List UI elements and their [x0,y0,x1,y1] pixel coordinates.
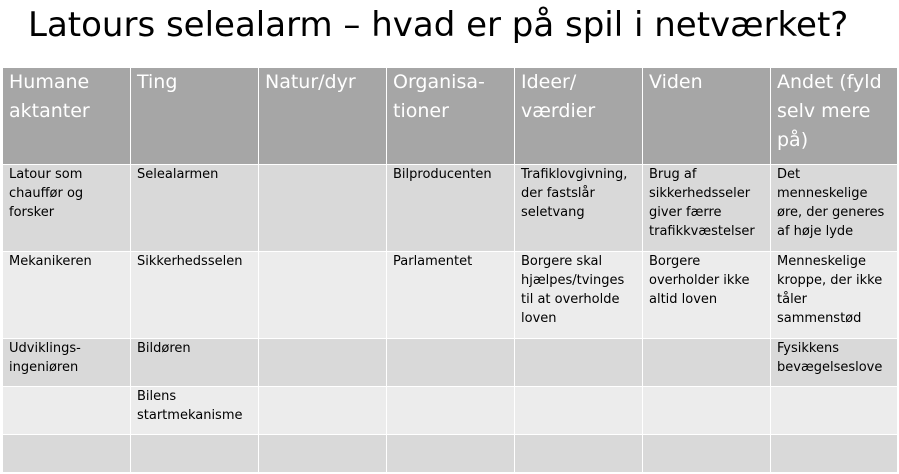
table-cell [515,339,643,387]
table-cell: Brug af sikkerhedsseler giver færre trafikkvæstelser [643,165,771,252]
table-cell: Menneskelige kroppe, der ikke tåler sammenstød [771,252,898,339]
table-cell [259,165,387,252]
header-cell: Andet (fyld selv mere på) [771,68,898,165]
table-cell [387,339,515,387]
table-cell: Borgere overholder ikke altid loven [643,252,771,339]
table-cell [643,339,771,387]
slide-title: Latours selealarm – hvad er på spil i netværket? [28,5,849,45]
table-cell: Selealarmen [131,165,259,252]
table-row [3,252,898,339]
table-cell: Fysikkens bevægelseslove [771,339,898,387]
table-cell [131,435,259,473]
table-cell: Trafiklovgivning, der fastslår seletvang [515,165,643,252]
table-cell: Det menneskelige øre, der generes af høje lyde [771,165,898,252]
header-cell: Natur/dyr [259,68,387,165]
table-cell [3,387,131,435]
header-row [3,68,898,165]
table-cell: Bilens startmekanisme [131,387,259,435]
table-cell: Udviklings-ingeniøren [3,339,131,387]
table-cell [259,252,387,339]
table-row [3,339,898,387]
table-cell [771,387,898,435]
table-row [3,435,898,473]
table-row [3,387,898,435]
header-cell: Organisa-tioner [387,68,515,165]
table-cell [771,435,898,473]
actant-table [2,67,898,473]
table-row [3,165,898,252]
table-cell [643,387,771,435]
header-cell: Ting [131,68,259,165]
table-cell [387,435,515,473]
table-cell [259,339,387,387]
table-cell: Parlamentet [387,252,515,339]
header-cell: Ideer/ værdier [515,68,643,165]
table-cell [515,435,643,473]
table-cell [387,387,515,435]
header-cell: Viden [643,68,771,165]
table-cell [3,435,131,473]
table-cell: Bilproducenten [387,165,515,252]
table-cell [259,435,387,473]
table-cell [643,435,771,473]
table-cell: Bildøren [131,339,259,387]
header-cell: Humane aktanter [3,68,131,165]
table-cell: Latour som chauffør og forsker [3,165,131,252]
table-cell: Mekanikeren [3,252,131,339]
table-cell [259,387,387,435]
table-cell: Sikkerhedsselen [131,252,259,339]
table-cell: Borgere skal hjælpes/tvinges til at overholde loven [515,252,643,339]
table-cell [515,387,643,435]
